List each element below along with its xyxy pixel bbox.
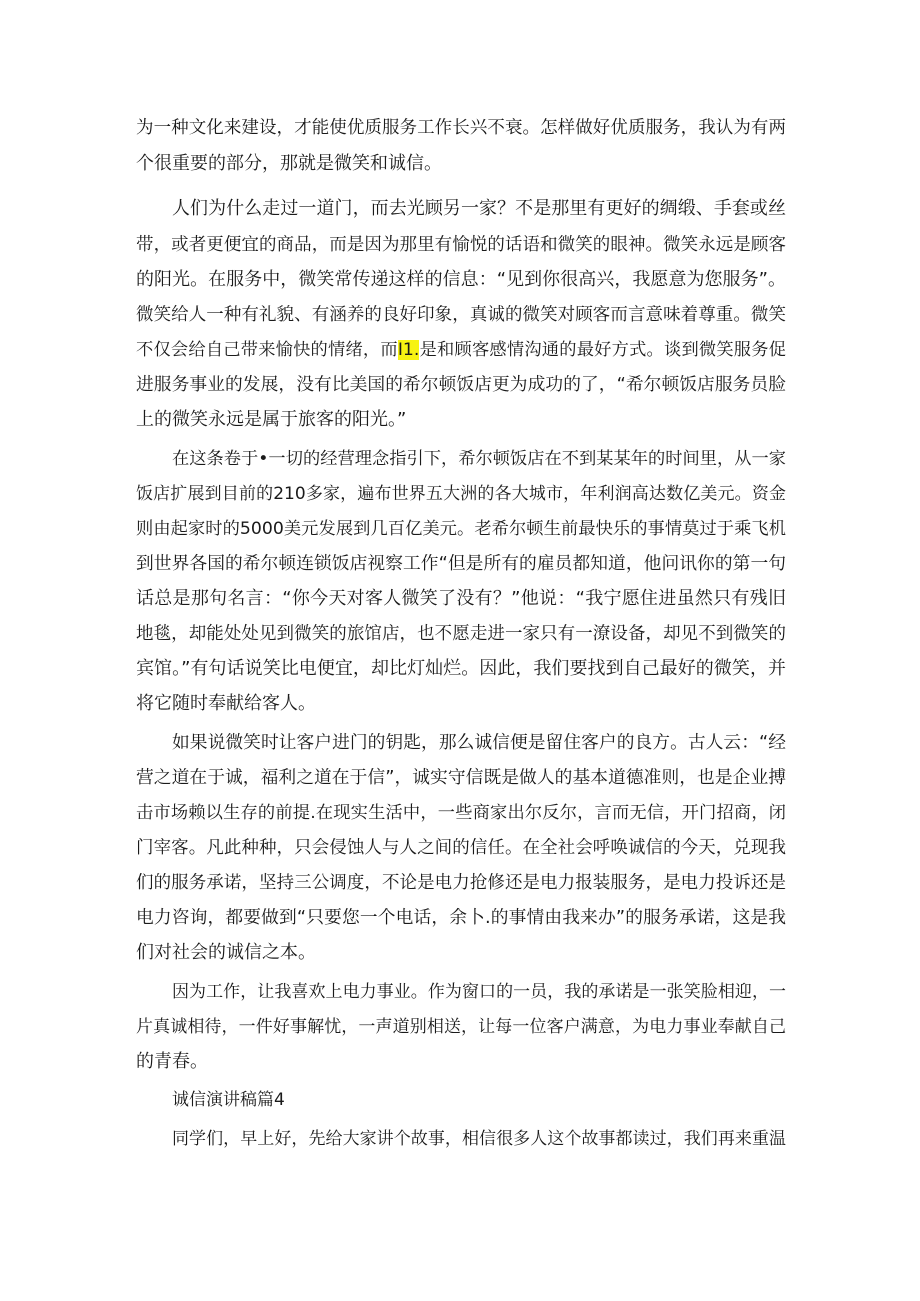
paragraph-line: 如果说微笑时让客户进门的钥匙，那么诚信便是留住客户的良方。古人云：“经	[172, 733, 786, 753]
paragraph-line: 将它随时奉献给客人。	[136, 693, 316, 714]
paragraph-line: 同学们，早上好，先给大家讲个故事，相信很多人这个故事都读过，我们再来重温	[172, 1129, 786, 1149]
paragraph-line: 的阳光。在服务中，微笑常传递这样的信息：“见到你很高兴，我愿意为您服务”。	[136, 269, 786, 290]
line-text: 是和顾客感情沟通的最好方式。谈到微笑服务促	[419, 340, 786, 360]
highlighted-text: I1.	[397, 340, 420, 360]
paragraph-line: 人们为什么走过一道门，而去光顾另一家？不是那里有更好的绸缎、手套或丝	[172, 198, 786, 219]
paragraph-line: 击市场赖以生存的前提.在现实生活中，一些商家出尔反尔，言而无信，开门招商，闭	[136, 803, 786, 823]
paragraph-line: 饭店扩展到目前的210多家，遍布世界五大洲的各大城市，年利润高达数亿美元。资金	[136, 484, 786, 504]
paragraph-line: 们的服务承诺，坚持三公调度，不论是电力抢修还是电力报装服务，是电力投诉还是	[136, 873, 786, 893]
section-heading: 诚信演讲稿篇4	[172, 1090, 285, 1110]
paragraph-line: 带，或者更便宜的商品，而是因为那里有愉悦的话语和微笑的眼神。微笑永远是顾客	[136, 235, 786, 255]
paragraph-line: 进服务事业的发展，没有比美国的希尔顿饭店更为成功的了，“希尔顿饭店服务员脸	[136, 375, 786, 395]
paragraph-line: 为一种文化来建设，才能使优质服务工作长兴不衰。怎样做好优质服务，我认为有两	[136, 118, 786, 138]
paragraph-line: 在这条卷于•一切的经营理念指引下，希尔顿饭店在不到某某年的时间里，从一家	[172, 449, 786, 469]
paragraph-line: 们对社会的诚信之本。	[136, 942, 316, 963]
paragraph-line: 因为工作，让我喜欢上电力事业。作为窗口的一员，我的承诺是一张笑脸相迎，一	[172, 982, 786, 1002]
paragraph-line: 微笑给人一种有礼貌、有涵养的良好印象，真诚的微笑对顾客而言意味着尊重。微笑	[136, 305, 786, 325]
paragraph-line: 营之道在于诚，福利之道在于信”，诚实守信既是做人的基本道德准则，也是企业搏	[136, 768, 786, 788]
paragraph-line: 的青春。	[136, 1051, 208, 1072]
paragraph-line: 地毯，却能处处见到微笑的旅馆店，也不愿走进一家只有一潦设备，却见不到微笑的	[136, 624, 786, 644]
paragraph-line	[136, 337, 786, 363]
paragraph-line: 门宰客。凡此种种，只会侵蚀人与人之间的信任。在全社会呼唤诚信的今天，兑现我	[136, 838, 786, 858]
paragraph-line: 宾馆。”有句话说笑比电便宜，却比灯灿烂。因此，我们要找到自己最好的微笑，并	[136, 658, 786, 679]
paragraph-line: 上的微笑永远是属于旅客的阳光。”	[136, 409, 407, 430]
paragraph-line: 话总是那句名言：“你今天对客人微笑了没有？”他说：“我宁愿住进虽然只有残旧	[136, 588, 786, 609]
paragraph-line: 个很重要的部分，那就是微笑和诚信。	[136, 153, 442, 174]
paragraph-line: 电力咨询，都要做到“只要您一个电话，余卜.的事情由我来办”的服务承诺，这是我	[136, 908, 786, 928]
paragraph-line: 片真诚相待，一件好事解忧，一声道别相送，让每一位客户满意，为电力事业奉献自己	[136, 1017, 786, 1037]
line-text: 不仅会给自己带来愉快的情绪，而	[136, 340, 398, 360]
paragraph-line: 则由起家时的5000美元发展到几百亿美元。老希尔顿生前最快乐的事情莫过于乘飞机	[136, 519, 786, 539]
paragraph-line: 到世界各国的希尔顿连锁饭店视察工作“但是所有的雇员都知道，他问讯你的第一句	[136, 554, 786, 574]
